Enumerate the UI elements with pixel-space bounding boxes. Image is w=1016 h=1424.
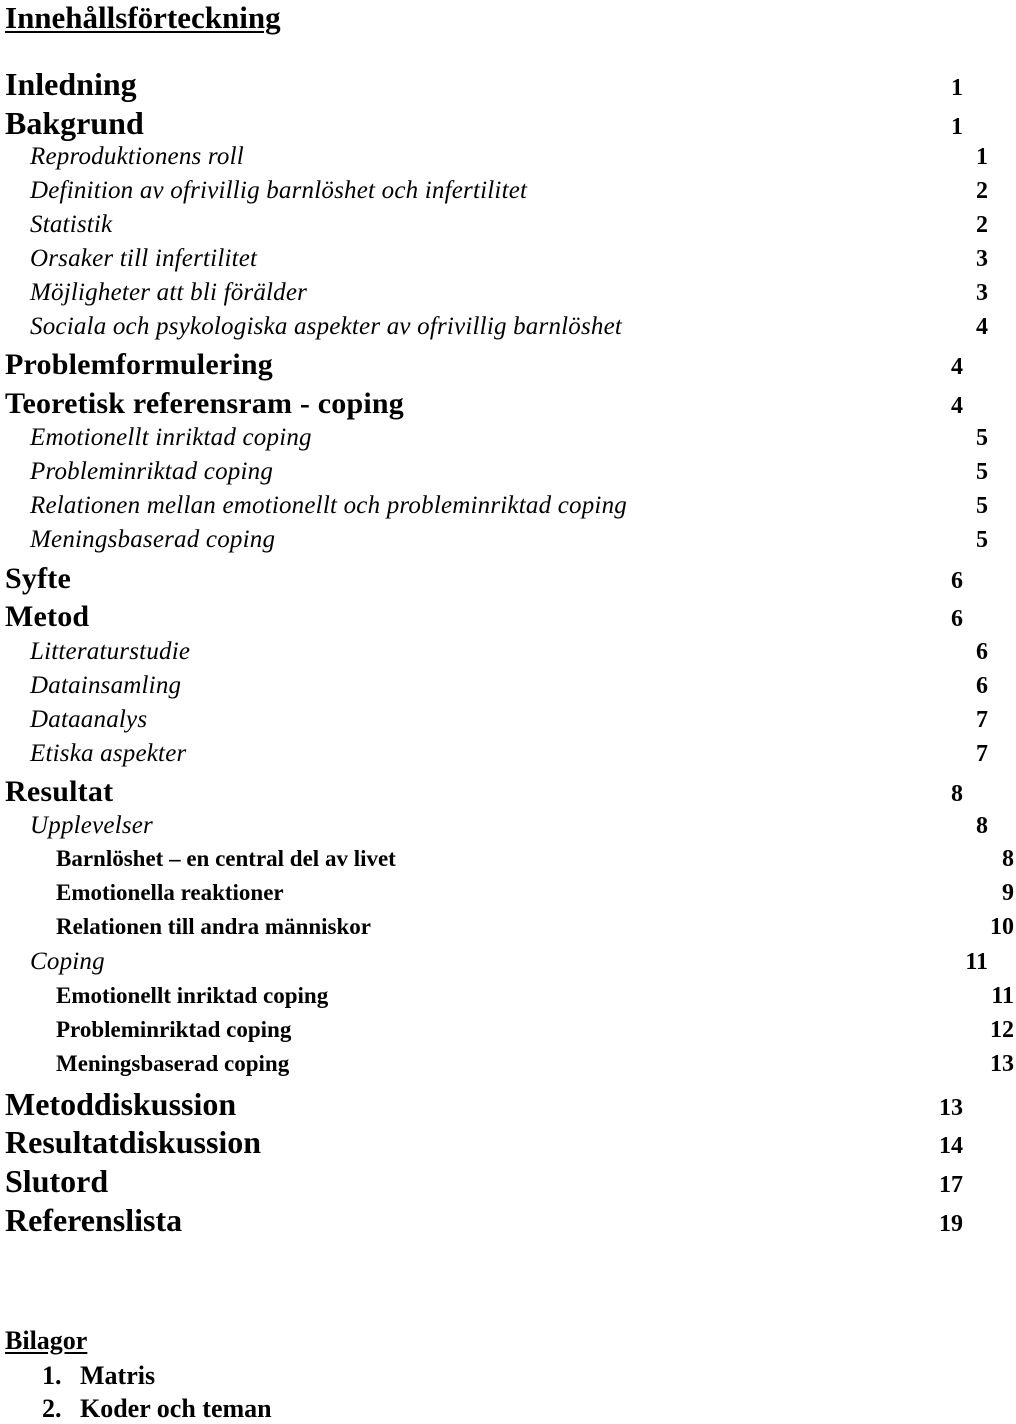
- toc-entry-page-number: 1: [951, 114, 963, 140]
- toc-entry-page-number: 6: [976, 673, 988, 699]
- toc-entry-title: Inledning: [5, 66, 137, 102]
- toc-entry[interactable]: [0, 1163, 965, 1200]
- appendix-title: Bilagor: [5, 1326, 88, 1355]
- toc-entry-page-number: 11: [965, 949, 988, 975]
- toc-entry-title: Syfte: [5, 562, 71, 595]
- toc-entry-page-number: 5: [976, 459, 988, 485]
- toc-entry-page-number: 5: [976, 527, 988, 553]
- toc-entry[interactable]: [0, 948, 990, 976]
- toc-entry[interactable]: [0, 313, 990, 341]
- toc-entry-title: Etiska aspekter: [30, 740, 187, 767]
- toc-entry-title: Probleminriktad coping: [30, 458, 274, 485]
- toc-entry-page-number: 8: [976, 813, 988, 839]
- toc-entry-title: Emotionellt inriktad coping: [30, 424, 312, 451]
- toc-entry[interactable]: [0, 1051, 1016, 1078]
- toc-entry-title: Coping: [30, 948, 105, 975]
- toc-entry-title: Teoretisk referensram - coping: [5, 387, 405, 420]
- toc-entry-title: Relationen till andra människor: [56, 914, 372, 939]
- toc-entry[interactable]: [0, 812, 990, 840]
- toc-entry[interactable]: [0, 1202, 965, 1239]
- toc-entry-page-number: 12: [990, 1017, 1014, 1043]
- toc-entry-title: Bakgrund: [5, 105, 144, 141]
- toc-entry[interactable]: [0, 740, 990, 768]
- appendix-item-label: Koder och teman: [80, 1394, 272, 1423]
- toc-entry-title: Sociala och psykologiska aspekter av ofrivillig barnlöshet: [30, 313, 623, 340]
- appendix-item: [42, 1361, 155, 1391]
- toc-entry[interactable]: [0, 526, 990, 554]
- toc-entry[interactable]: [0, 458, 990, 486]
- toc-entry-title: Definition av ofrivillig barnlöshet och infertilitet: [30, 177, 528, 204]
- toc-entry-page-number: 3: [976, 280, 988, 306]
- toc-entry[interactable]: [0, 846, 1016, 873]
- toc-entry-page-number: 14: [939, 1133, 963, 1159]
- toc-entry[interactable]: [0, 672, 990, 700]
- toc-entry-title: Metod: [5, 600, 90, 633]
- appendix-item-number: 1.: [42, 1361, 62, 1390]
- toc-entry-page-number: 19: [939, 1211, 963, 1237]
- toc-entry-title: Metoddiskussion: [5, 1086, 237, 1122]
- toc-entry-title: Resultatdiskussion: [5, 1124, 262, 1160]
- toc-entry-title: Problemformulering: [5, 348, 273, 381]
- toc-entry[interactable]: [0, 211, 990, 239]
- toc-entry-title: Meningsbaserad coping: [56, 1051, 290, 1076]
- toc-entry-page-number: 1: [951, 75, 963, 101]
- toc-entry[interactable]: [0, 492, 990, 520]
- toc-entry[interactable]: [0, 562, 965, 596]
- toc-entry-page-number: 11: [991, 983, 1014, 1009]
- toc-entry-title: Datainsamling: [30, 672, 182, 699]
- toc-entry[interactable]: [0, 143, 990, 171]
- toc-entry-title: Emotionellt inriktad coping: [56, 983, 329, 1008]
- toc-entry-title: Meningsbaserad coping: [30, 526, 276, 553]
- toc-entry-page-number: 2: [976, 212, 988, 238]
- toc-entry-page-number: 13: [990, 1051, 1014, 1077]
- toc-entry[interactable]: [0, 387, 965, 421]
- toc-entry[interactable]: [0, 177, 990, 205]
- toc-entry-page-number: 4: [951, 354, 963, 380]
- toc-entry-page-number: 7: [976, 707, 988, 733]
- appendix-item-label: Matris: [80, 1361, 156, 1390]
- toc-entry-title: Litteraturstudie: [30, 638, 191, 665]
- toc-entry-page-number: 6: [951, 568, 963, 594]
- toc-entry-title: Upplevelser: [30, 812, 153, 839]
- toc-entry-title: Emotionella reaktioner: [56, 880, 284, 905]
- toc-entry-title: Slutord: [5, 1163, 109, 1199]
- toc-entry-page-number: 13: [939, 1095, 963, 1121]
- toc-entry[interactable]: [0, 348, 965, 382]
- toc-entry[interactable]: [0, 914, 1016, 941]
- toc-entry-title: Referenslista: [5, 1202, 183, 1238]
- toc-entry-title: Orsaker till infertilitet: [30, 245, 258, 272]
- toc-entry-title: Probleminriktad coping: [56, 1017, 292, 1042]
- toc-entry-page-number: 4: [951, 393, 963, 419]
- page-title: Innehållsförteckning: [5, 0, 281, 35]
- toc-entry[interactable]: [0, 1124, 965, 1161]
- toc-entry-title: Dataanalys: [30, 706, 148, 733]
- toc-entry[interactable]: [0, 279, 990, 307]
- toc-entry[interactable]: [0, 245, 990, 273]
- toc-entry-page-number: 9: [1002, 880, 1014, 906]
- toc-entry[interactable]: [0, 424, 990, 452]
- appendix-item-number: 2.: [42, 1394, 62, 1423]
- toc-entry[interactable]: [0, 600, 965, 634]
- toc-entry[interactable]: [0, 706, 990, 734]
- toc-entry-page-number: 5: [976, 493, 988, 519]
- toc-entry[interactable]: [0, 983, 1016, 1010]
- toc-entry-page-number: 6: [976, 639, 988, 665]
- toc-entry[interactable]: [0, 1086, 965, 1123]
- toc-entry[interactable]: [0, 775, 965, 809]
- toc-entry-title: Reproduktionens roll: [30, 143, 244, 170]
- toc-entry-title: Relationen mellan emotionellt och probleminriktad coping: [30, 492, 627, 519]
- toc-entry[interactable]: [0, 638, 990, 666]
- toc-entry-page-number: 7: [976, 741, 988, 767]
- toc-entry-title: Statistik: [30, 211, 113, 238]
- toc-entry-page-number: 8: [951, 781, 963, 807]
- toc-entry-page-number: 17: [939, 1172, 963, 1198]
- toc-entry-page-number: 6: [951, 606, 963, 632]
- toc-entry-title: Barnlöshet – en central del av livet: [56, 846, 396, 871]
- toc-entry[interactable]: [0, 880, 1016, 907]
- toc-entry-title: Möjligheter att bli förälder: [30, 279, 308, 306]
- toc-entry-page-number: 3: [976, 246, 988, 272]
- toc-entry-page-number: 2: [976, 178, 988, 204]
- toc-entry-title: Resultat: [5, 775, 114, 808]
- toc-entry[interactable]: [0, 105, 965, 142]
- toc-entry[interactable]: [0, 66, 965, 103]
- toc-entry-page-number: 10: [990, 914, 1014, 940]
- toc-entry-page-number: 4: [976, 314, 988, 340]
- toc-entry[interactable]: [0, 1017, 1016, 1044]
- appendix-item: [42, 1394, 272, 1424]
- toc-entry-page-number: 8: [1002, 846, 1014, 872]
- toc-entry-page-number: 1: [976, 144, 988, 170]
- toc-entry-page-number: 5: [976, 425, 988, 451]
